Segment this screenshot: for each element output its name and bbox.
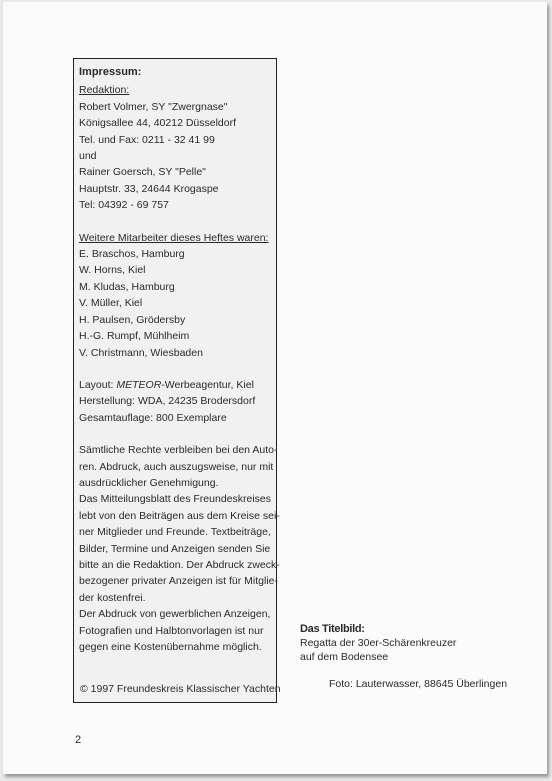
page-number: 2	[75, 734, 82, 746]
editorial-line: Königsallee 44, 40212 Düsseldorf	[79, 117, 237, 130]
contributor: H.-G. Rumpf, Mühlheim	[79, 330, 190, 343]
contributor: V. Christmann, Wiesbaden	[79, 346, 203, 359]
editorial-line: Tel: 04392 - 69 757	[79, 199, 169, 212]
contributor: E. Braschos, Hamburg	[79, 248, 185, 261]
rights-line: ren. Abdruck, auch auszugsweise, nur mit	[79, 460, 274, 473]
rights-line: gegen eine Kostenübernahme möglich.	[79, 641, 262, 653]
editorial-line: Hauptstr. 33, 24644 Krogaspe	[79, 182, 219, 195]
contributor: H. Paulsen, Grödersby	[79, 313, 186, 326]
editorial-line: und	[79, 150, 97, 163]
editorial-line: Tel. und Fax: 0211 - 32 41 99	[79, 133, 215, 146]
rights-line: bezogener privater Anzeigen ist für Mitglie-	[79, 575, 279, 588]
rights-line: Bilder, Termine und Anzeigen senden Sie	[79, 542, 271, 555]
layout-agency-rest: -Werbeagentur, Kiel	[161, 378, 254, 391]
cover-line: auf dem Bodensee	[300, 651, 389, 663]
cover-line: Regatta der 30er-Schärenkreuzer	[300, 637, 457, 649]
rights-line: Sämtliche Rechte verbleiben bei den Auto-	[79, 444, 278, 457]
editorial-line: Rainer Goersch, SY "Pelle"	[79, 166, 206, 179]
contributor: M. Kludas, Hamburg	[79, 280, 175, 293]
rights-line: der kostenfrei.	[79, 591, 146, 604]
rights-line: lebt von den Beiträgen aus dem Kreise sei-	[79, 509, 280, 522]
layout-agency-name: METEOR	[116, 378, 162, 391]
rights-line: Fotografien und Halbtonvorlagen ist nur	[79, 624, 264, 637]
page	[3, 2, 547, 774]
cover-title: Das Titelbild:	[300, 623, 365, 635]
imprint-box	[73, 58, 281, 703]
rights-line: ausdrücklicher Genehmigung.	[79, 476, 219, 489]
rights-line: bitte an die Redaktion. Der Abdruck zweck-	[79, 558, 280, 571]
imprint-title: Impressum:	[79, 66, 142, 78]
production-credit: Herstellung: WDA, 24235 Brodersdorf	[79, 395, 256, 408]
rights-line: ner Mitglieder und Freunde. Textbeiträge,	[79, 526, 271, 539]
contributors-heading: Weitere Mitarbeiter dieses Heftes waren:	[79, 231, 269, 244]
cover-caption	[300, 622, 456, 664]
rights-line: Das Mitteilungsblatt des Freundeskreises	[79, 493, 272, 506]
circulation: Gesamtauflage: 800 Exemplare	[79, 411, 227, 424]
layout-credit	[79, 377, 272, 393]
editorial-line: Robert Volmer, SY "Zwergnase"	[79, 100, 228, 113]
contributor: W. Horns, Kiel	[79, 264, 146, 277]
contributor: V. Müller, Kiel	[79, 297, 143, 310]
layout-label: Layout:	[79, 378, 117, 391]
rights-line: Der Abdruck von gewerblichen Anzeigen,	[79, 608, 271, 621]
editorial-heading: Redaktion:	[79, 84, 130, 97]
photo-credit: Foto: Lauterwasser, 88645 Überlingen	[329, 678, 508, 690]
copyright-notice: © 1997 Freundeskreis Klassischer Yachten	[80, 683, 281, 695]
